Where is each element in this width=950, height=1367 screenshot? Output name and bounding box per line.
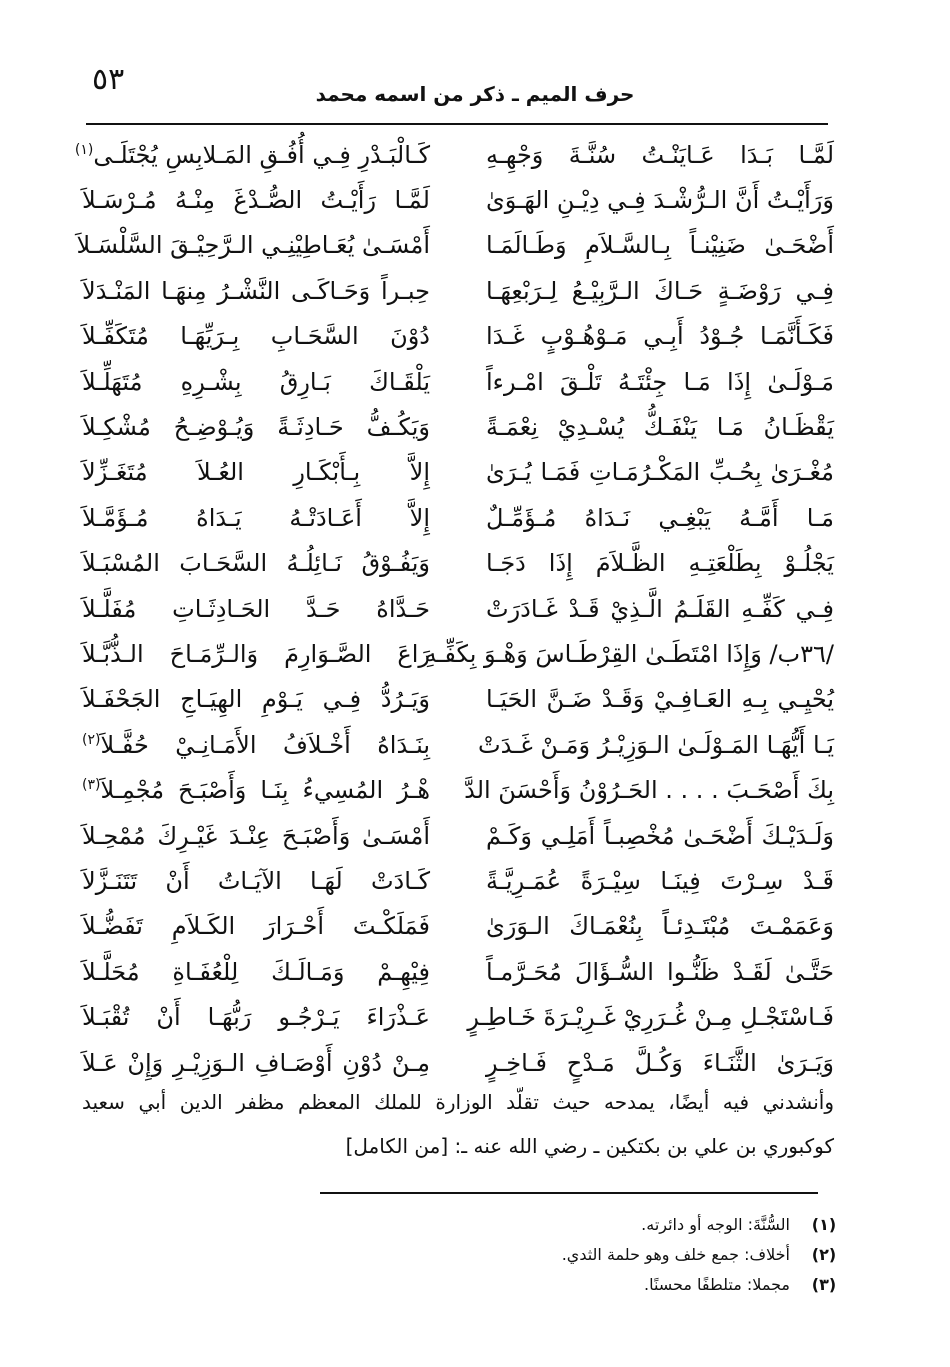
verse-second-hemistich	[82, 685, 430, 713]
running-head: حرف الميم ـ ذكر من اسمه محمد	[315, 82, 635, 106]
verse-first-hemistich: مَـوْلَـىٰ إِذَا مَـا جِئْتَـهُ تَلْـقَ امْـرءاً	[486, 367, 834, 396]
verse-line	[82, 495, 834, 540]
verse-second-hemistich	[82, 912, 430, 940]
verse-second-hemistich-text: إِلاَّ بِـأَبْكَـارِ العُـلاَ مُتَغَـزِّلاَ	[82, 458, 430, 487]
verse-second-hemistich	[74, 140, 430, 169]
footnote-item	[300, 1240, 840, 1270]
verse-first-hemistich: فَـاسْتَجْـلِ مِـنْ غُـرَرِيْ غَـرِيْـرَةَ خَـاطِـرٍ	[467, 1003, 834, 1032]
verse-line	[82, 541, 834, 586]
verse-first-hemistich: وَيَـرَىٰ الثَّنَـاءَ وَكُـلَّ مَـدْحٍ فَـاخِـرٍ	[486, 1048, 834, 1077]
verse-second-hemistich	[82, 413, 430, 441]
verse-second-hemistich-text: أَمْسَـىٰ وَأَصْبَـحَ عِنْـدَ غَيْـرِكَ مُمْحِـلاَ	[82, 821, 430, 850]
verse-first-hemistich: يَـا أَيُّهَـا المَـوْلَـىٰ الـوَزِيْـرُ وَمَـنْ غَـدَتْ	[477, 730, 834, 759]
verse-first-hemistich: وَعَمَمْـتَ مُبْتَـدِئـاً بِنُعْمَـاكَ الـوَرَىٰ	[486, 912, 834, 941]
verse-second-hemistich-text: دُوْنَ السَّحَـابِ بِـرَيِّهَـا مُتَكَفِّـلاَ	[82, 322, 430, 351]
verse-second-hemistich-text: فَمَلَكْـتَ أَحْـرَارَ الكَـلاَمِ تَفَضُّـلاَ	[82, 912, 430, 941]
verse-line	[82, 404, 834, 449]
verse-second-hemistich	[82, 867, 430, 895]
footnote-text: أخلاف: جمع خلف وهو حلمة الثدي.	[561, 1245, 790, 1264]
verse-line	[82, 1040, 834, 1085]
footnote-item	[300, 1270, 840, 1300]
verse-line	[82, 177, 834, 222]
verse-second-hemistich	[82, 549, 430, 577]
verse-second-hemistich	[82, 822, 430, 850]
verse-line	[82, 994, 834, 1039]
verse-first-hemistich: قَـدْ سِـرْتَ فِينَـا سِيْـرَةً عُمَـرِيَّـةً	[486, 866, 834, 895]
verse-second-hemistich-text: حِبـراً وَحَـاكَـى النَّشْـرُ مِنهَـا المَنْـدَلاَ	[82, 276, 430, 305]
verse-second-hemistich-text: فِيْهِـمْ وَمَـالَـكَ لِلْعُفَـاةِ مُحَلَّـلاَ	[82, 957, 430, 986]
verse-line	[82, 677, 834, 722]
verse-line	[82, 586, 834, 631]
verse-second-hemistich-text: هْـرُ المُسِيءُ بِنَـا وَأَصْبَـحَ مُجْمِـلاَ	[100, 776, 430, 805]
verse-first-hemistich: فِـي كَفِّـهِ القَلَـمُ الَّـذِيْ قَـدْ غَـادَرَتْ	[486, 594, 834, 623]
header-rule	[86, 123, 828, 125]
verse-second-hemistich	[82, 595, 430, 623]
footnote-marker: (٢)	[82, 731, 101, 748]
verse-second-hemistich	[82, 277, 430, 305]
verse-line	[82, 813, 834, 858]
verse-second-hemistich-text: كَـالْبَـدْرِ فِـي أُفُـقِ المَـلابِسِ يُجْتَلَـى	[93, 140, 430, 169]
verse-second-hemistich	[82, 186, 430, 214]
verse-second-hemistich	[82, 640, 430, 668]
footnote-marker: (٣)	[82, 777, 101, 794]
verse-line	[74, 132, 834, 177]
poem-body	[74, 132, 834, 1085]
verse-second-hemistich-text: لَمَّـا رَأَيْـتُ الصُّـدْغَ مِنْـهُ مُـرْسَـلاَ	[82, 186, 430, 215]
verse-line	[76, 223, 834, 268]
verse-second-hemistich-text: أَمْسَـىٰ يُعَـاطِيْنِـي الـرَّحِيْـقَ السَّلْسَـلاَ	[76, 231, 430, 260]
verse-line	[82, 904, 834, 949]
footnote-marker: (١)	[74, 141, 94, 158]
verse-line	[82, 722, 834, 767]
footnote-text: السُّنَّةَ: الوجه أو دائرته.	[641, 1215, 790, 1234]
footnote-text: مجملا: متلطفًا محسنًا.	[643, 1275, 790, 1294]
verse-second-hemistich	[82, 504, 430, 532]
verse-second-hemistich	[82, 731, 430, 759]
verse-line	[82, 631, 834, 676]
verse-line	[82, 359, 834, 404]
verse-line	[82, 268, 834, 313]
verse-second-hemistich	[82, 322, 430, 350]
verse-second-hemistich-text: مِـنْ دُوْنِ أَوْصَـافِ الـوَزِيْـرِ وَإِنْ عَـلاَ	[82, 1048, 430, 1077]
verse-second-hemistich	[82, 368, 430, 396]
verse-first-hemistich: فَكَـأَنَّمَـا جُـوْدُ أَبِـي مَـوْهُـوْبٍ غَـدَا	[486, 322, 834, 351]
verse-second-hemistich-text: يَلْقَـاكَ بَـارِقُ بِشْـرِهِ مُتَهَلِّـلاَ	[82, 367, 430, 396]
verse-first-hemistich: /٣٦ب/ وَإِذَا امْتَطَـىٰ القِرْطَـاسَ وَهْـوَ بِكَفِّـهِ	[424, 639, 834, 668]
verse-first-hemistich: فِـي رَوْضَـةٍ حَـاكَ الـرَّبِيْـعُ لِـرَبْعِهَـا	[486, 276, 834, 305]
verse-first-hemistich: يَجْلُـوْ بِطَلْعَتِـهِ الظَّـلاَمَ إِذَا دَجَـا	[486, 549, 834, 578]
verse-line	[82, 314, 834, 359]
verse-second-hemistich	[82, 1049, 430, 1077]
verse-second-hemistich-text: وَيَفُـوْقُ نَـائِلُـهُ السَّحَـابَ المُسْبَـلاَ	[82, 549, 430, 578]
prose-paragraph	[82, 1080, 834, 1168]
verse-first-hemistich: بِكَ أَصْحَـبَ . . . . الحَـرُوْنُ وَأَحْسَنَ الدَّ	[464, 776, 834, 805]
verse-second-hemistich-text: حَـدَّاهُ حَـدَّ الحَـادِثَـاتِ مُفَلَّـلاَ	[82, 594, 430, 623]
verse-second-hemistich-text: رَاعَ الصَّـوَارِمَ وَالـرِّمَـاحَ الـذُّبَّـلاَ	[82, 639, 430, 668]
verse-second-hemistich-text: عَـذْرَاءَ يَـرْجُـو رَبُّهَـا أَنْ تُقْبَـلاَ	[82, 1003, 430, 1032]
verse-second-hemistich-text: وَيَكُـفُّ حَـادِثَـةً وَيُـوْضِـحُ مُشْكِـلاَ	[82, 413, 430, 442]
verse-line	[82, 858, 834, 903]
verse-line	[82, 949, 834, 994]
verse-first-hemistich: أَضْحَـىٰ ضَنِيْنـاً بِـالسَّـلاَمِ وَطَـالَمَـا	[486, 231, 834, 260]
verse-first-hemistich: مُغْـرَىٰ بِحُـبِّ المَكْـرُمَـاتِ فَمَـا يُـرَىٰ	[486, 458, 834, 487]
verse-second-hemistich	[82, 958, 430, 986]
verse-first-hemistich: يَقْظَـانُ مَـا يَنْفَـكُّ يُسْـدِيْ نِعْمَـةً	[486, 413, 834, 442]
verse-line	[82, 767, 834, 812]
verse-first-hemistich: وَرَأَيْـتُ أَنَّ الـرُّشْـدَ فِـي دِيْـنِ الهَـوَىٰ	[486, 186, 834, 215]
verse-second-hemistich	[82, 1003, 430, 1031]
verse-line	[82, 450, 834, 495]
verse-second-hemistich	[76, 231, 430, 260]
verse-first-hemistich: يُحْيِـي بِـهِ العَـافِـيْ وَقَـدْ ضَـنَّ الحَيَـا	[486, 685, 834, 714]
verse-second-hemistich-text: وَيَـرُدُّ فِـي يَـوْمِ الهِيَـاجِ الجَحْفَـلاَ	[82, 685, 430, 714]
footnote-number: (٢)	[811, 1245, 837, 1264]
footnote-number: (١)	[811, 1215, 837, 1234]
page-number: ٥٣	[92, 62, 125, 97]
footnote-rule	[320, 1192, 818, 1194]
footnotes	[300, 1210, 840, 1300]
verse-first-hemistich: حَتَّـىٰ لَقَـدْ ظَنُّـوا السُّـؤَالَ مُحَـرَّمـاً	[486, 957, 834, 986]
footnote-item	[300, 1210, 840, 1240]
verse-second-hemistich-text: بِنَـدَاهُ أَخْـلاَفُ الأَمَـانِـيْ حُفَّـلاَ	[100, 730, 430, 759]
verse-second-hemistich-text: إِلاَّ أَعَـادَتْـهُ يَـدَاهُ مُـؤَمَّـلاَ	[82, 503, 430, 532]
verse-second-hemistich	[82, 458, 430, 486]
prose-line: وأنشدني فيه أيضًا، يمدحه حيث تقلّد الوزارة للملك المعظم مظفر الدين أبي سعيد	[82, 1090, 834, 1114]
verse-second-hemistich	[82, 776, 430, 804]
footnote-number: (٣)	[811, 1275, 837, 1294]
prose-line: كوكبوري بن علي بن بكتكين ـ رضي الله عنه ـ: [من الكامل]	[345, 1134, 834, 1158]
verse-first-hemistich: لَمَّـا بَـدَا عَـايَنْـتُ سُنَّـةَ وَجْهِـهِ	[486, 140, 834, 169]
verse-first-hemistich: مَـا أَمَّـهُ يَبْغِـي نَـدَاهُ مُـؤَمِّـلٌ	[486, 503, 834, 532]
verse-second-hemistich-text: كَـادَتْ لَهَـا الآيَـاتُ أَنْ تَتَنَـزَّلاَ	[82, 866, 430, 895]
verse-first-hemistich: وَلَـدَيْـكَ أَضْحَـىٰ مُخْصِبـاً أَمَلِـي وَكَـمْ	[486, 821, 834, 850]
